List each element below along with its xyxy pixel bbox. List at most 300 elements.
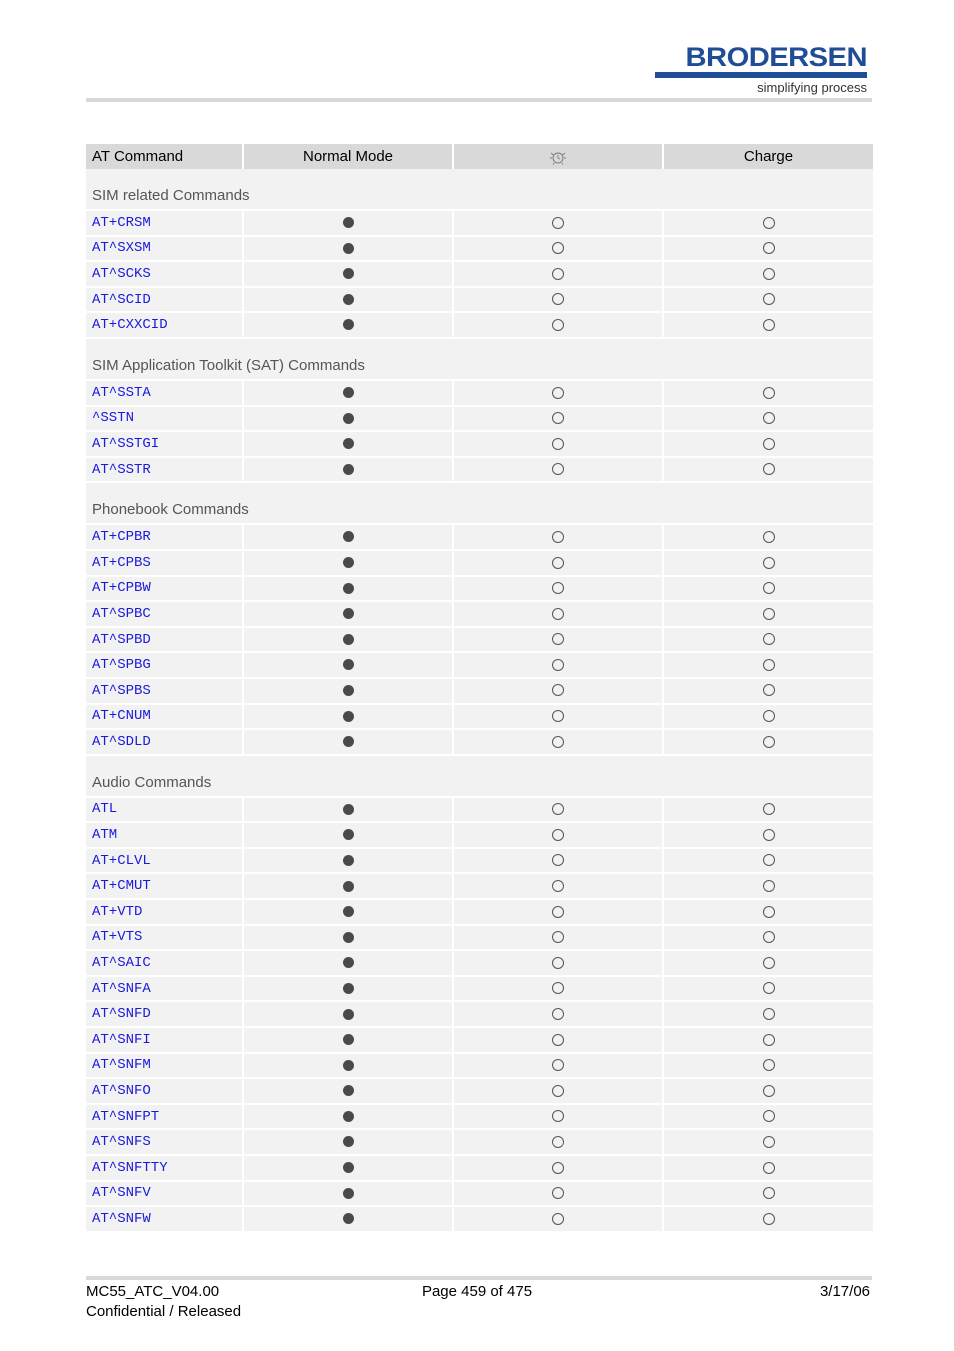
command-link[interactable]: AT^SNFV: [86, 1181, 243, 1207]
table-row: [86, 457, 873, 483]
table-row: [86, 550, 873, 576]
cell-alarm: [453, 601, 663, 627]
cell-charge: [663, 1053, 873, 1079]
empty-circle-icon: [552, 633, 564, 645]
empty-circle-icon: [763, 1085, 775, 1097]
section-row: [86, 338, 873, 380]
cell-alarm: [453, 380, 663, 406]
empty-circle-icon: [552, 1059, 564, 1071]
cell-alarm: [453, 627, 663, 653]
empty-circle-icon: [763, 608, 775, 620]
table-row: [86, 1104, 873, 1130]
command-link[interactable]: AT^SSTGI: [86, 431, 243, 457]
cell-charge: [663, 976, 873, 1002]
cell-normal: [243, 848, 453, 874]
table-row: [86, 678, 873, 704]
table-row: [86, 261, 873, 287]
cell-alarm: [453, 457, 663, 483]
table-row: [86, 873, 873, 899]
empty-circle-icon: [763, 633, 775, 645]
table-row: [86, 704, 873, 730]
table-row: [86, 431, 873, 457]
table-row: [86, 950, 873, 976]
cell-alarm: [453, 925, 663, 951]
command-link[interactable]: AT+CNUM: [86, 704, 243, 730]
cell-normal: [243, 601, 453, 627]
empty-circle-icon: [763, 659, 775, 671]
command-link[interactable]: AT^SPBS: [86, 678, 243, 704]
cell-normal: [243, 704, 453, 730]
cell-charge: [663, 576, 873, 602]
command-link[interactable]: AT^SNFS: [86, 1129, 243, 1155]
empty-circle-icon: [763, 531, 775, 543]
command-link[interactable]: AT+CLVL: [86, 848, 243, 874]
cell-charge: [663, 1206, 873, 1232]
alarm-clock-icon: [548, 149, 568, 165]
cell-alarm: [453, 729, 663, 755]
cell-normal: [243, 261, 453, 287]
command-link[interactable]: AT^SAIC: [86, 950, 243, 976]
cell-normal: [243, 652, 453, 678]
cell-alarm: [453, 678, 663, 704]
empty-circle-icon: [763, 463, 775, 475]
empty-circle-icon: [552, 803, 564, 815]
table-row: [86, 406, 873, 432]
filled-circle-icon: [343, 906, 354, 917]
empty-circle-icon: [763, 387, 775, 399]
cell-charge: [663, 312, 873, 338]
command-link[interactable]: AT+VTD: [86, 899, 243, 925]
empty-circle-icon: [763, 1059, 775, 1071]
filled-circle-icon: [343, 932, 354, 943]
cell-normal: [243, 1206, 453, 1232]
command-link[interactable]: AT+CXXCID: [86, 312, 243, 338]
cell-charge: [663, 1104, 873, 1130]
table-row: [86, 1027, 873, 1053]
filled-circle-icon: [343, 855, 354, 866]
empty-circle-icon: [763, 736, 775, 748]
table-row: [86, 1155, 873, 1181]
table-row: [86, 729, 873, 755]
cell-normal: [243, 1027, 453, 1053]
filled-circle-icon: [343, 1213, 354, 1224]
table-row: [86, 1053, 873, 1079]
cell-normal: [243, 899, 453, 925]
cell-alarm: [453, 1206, 663, 1232]
empty-circle-icon: [552, 608, 564, 620]
command-link[interactable]: AT^SDLD: [86, 729, 243, 755]
section-row: [86, 755, 873, 797]
filled-circle-icon: [343, 557, 354, 568]
cell-charge: [663, 1027, 873, 1053]
empty-circle-icon: [763, 1162, 775, 1174]
cell-charge: [663, 550, 873, 576]
filled-circle-icon: [343, 438, 354, 449]
cell-alarm: [453, 210, 663, 236]
cell-charge: [663, 406, 873, 432]
empty-circle-icon: [552, 1162, 564, 1174]
command-link[interactable]: AT^SNFA: [86, 976, 243, 1002]
empty-circle-icon: [552, 531, 564, 543]
table-row: [86, 210, 873, 236]
command-link[interactable]: AT^SNFTTY: [86, 1155, 243, 1181]
cell-alarm: [453, 1104, 663, 1130]
command-link[interactable]: ATM: [86, 822, 243, 848]
table-row: [86, 1206, 873, 1232]
cell-charge: [663, 1181, 873, 1207]
empty-circle-icon: [552, 1110, 564, 1122]
command-link[interactable]: AT+CPBR: [86, 524, 243, 550]
col-header-normal-mode: Normal Mode: [243, 144, 453, 169]
command-link[interactable]: AT^SNFPT: [86, 1104, 243, 1130]
filled-circle-icon: [343, 634, 354, 645]
command-link[interactable]: AT^SXSM: [86, 236, 243, 262]
empty-circle-icon: [552, 829, 564, 841]
command-link[interactable]: AT^SNFD: [86, 1001, 243, 1027]
section-title: SIM related Commands: [86, 169, 873, 210]
cell-alarm: [453, 312, 663, 338]
empty-circle-icon: [763, 803, 775, 815]
cell-charge: [663, 287, 873, 313]
filled-circle-icon: [343, 531, 354, 542]
cell-charge: [663, 380, 873, 406]
cell-charge: [663, 899, 873, 925]
empty-circle-icon: [552, 1213, 564, 1225]
cell-charge: [663, 925, 873, 951]
cell-normal: [243, 627, 453, 653]
section-title: Audio Commands: [86, 755, 873, 797]
cell-charge: [663, 704, 873, 730]
filled-circle-icon: [343, 294, 354, 305]
empty-circle-icon: [763, 906, 775, 918]
filled-circle-icon: [343, 1009, 354, 1020]
table-header-row: [86, 144, 873, 169]
empty-circle-icon: [763, 1187, 775, 1199]
cell-normal: [243, 524, 453, 550]
empty-circle-icon: [552, 659, 564, 671]
command-link[interactable]: AT^SNFO: [86, 1078, 243, 1104]
empty-circle-icon: [763, 1213, 775, 1225]
cell-charge: [663, 210, 873, 236]
command-link[interactable]: AT^SSTA: [86, 380, 243, 406]
cell-normal: [243, 406, 453, 432]
empty-circle-icon: [552, 931, 564, 943]
filled-circle-icon: [343, 957, 354, 968]
filled-circle-icon: [343, 804, 354, 815]
empty-circle-icon: [552, 710, 564, 722]
filled-circle-icon: [343, 685, 354, 696]
table-row: [86, 822, 873, 848]
brand-tagline: simplifying process: [757, 80, 867, 95]
cell-alarm: [453, 1078, 663, 1104]
cell-alarm: [453, 873, 663, 899]
table-row: [86, 925, 873, 951]
cell-alarm: [453, 704, 663, 730]
table-row: [86, 1181, 873, 1207]
section-title: SIM Application Toolkit (SAT) Commands: [86, 338, 873, 380]
cell-normal: [243, 925, 453, 951]
table-row: [86, 380, 873, 406]
cell-normal: [243, 822, 453, 848]
cell-charge: [663, 678, 873, 704]
cell-charge: [663, 652, 873, 678]
command-link[interactable]: AT+CRSM: [86, 210, 243, 236]
table-row: [86, 1078, 873, 1104]
table-row: [86, 1129, 873, 1155]
cell-normal: [243, 380, 453, 406]
cell-alarm: [453, 976, 663, 1002]
filled-circle-icon: [343, 243, 354, 254]
command-link[interactable]: AT^SPBC: [86, 601, 243, 627]
cell-normal: [243, 312, 453, 338]
cell-charge: [663, 627, 873, 653]
filled-circle-icon: [343, 217, 354, 228]
footer-doc-id: MC55_ATC_V04.00: [86, 1283, 220, 1300]
filled-circle-icon: [343, 1136, 354, 1147]
cell-charge: [663, 601, 873, 627]
footer-page-number: Page 459 of 475: [421, 1283, 533, 1300]
filled-circle-icon: [343, 608, 354, 619]
command-link[interactable]: AT^SNFM: [86, 1053, 243, 1079]
command-link[interactable]: AT+CPBW: [86, 576, 243, 602]
command-link[interactable]: AT+VTS: [86, 925, 243, 951]
filled-circle-icon: [343, 319, 354, 330]
cell-normal: [243, 976, 453, 1002]
cell-charge: [663, 1129, 873, 1155]
command-link[interactable]: AT+CMUT: [86, 873, 243, 899]
empty-circle-icon: [552, 242, 564, 254]
section-row: [86, 169, 873, 210]
command-link[interactable]: AT^SPBG: [86, 652, 243, 678]
filled-circle-icon: [343, 1060, 354, 1071]
table-row: [86, 287, 873, 313]
col-header-charge: Charge: [663, 144, 873, 169]
command-link[interactable]: AT^SNFW: [86, 1206, 243, 1232]
table-row: [86, 627, 873, 653]
empty-circle-icon: [763, 829, 775, 841]
cell-charge: [663, 524, 873, 550]
filled-circle-icon: [343, 659, 354, 670]
cell-normal: [243, 550, 453, 576]
empty-circle-icon: [763, 242, 775, 254]
cell-charge: [663, 1155, 873, 1181]
cell-normal: [243, 1078, 453, 1104]
empty-circle-icon: [763, 710, 775, 722]
cell-charge: [663, 236, 873, 262]
empty-circle-icon: [552, 736, 564, 748]
empty-circle-icon: [763, 293, 775, 305]
empty-circle-icon: [763, 880, 775, 892]
brand-logo: [655, 43, 867, 95]
filled-circle-icon: [343, 881, 354, 892]
empty-circle-icon: [552, 684, 564, 696]
cell-charge: [663, 797, 873, 823]
empty-circle-icon: [763, 1034, 775, 1046]
cell-normal: [243, 576, 453, 602]
empty-circle-icon: [763, 268, 775, 280]
empty-circle-icon: [552, 387, 564, 399]
cell-alarm: [453, 550, 663, 576]
cell-normal: [243, 1104, 453, 1130]
cell-normal: [243, 457, 453, 483]
command-link[interactable]: AT^SPBD: [86, 627, 243, 653]
command-link[interactable]: AT^SCID: [86, 287, 243, 313]
cell-alarm: [453, 524, 663, 550]
empty-circle-icon: [763, 582, 775, 594]
cell-alarm: [453, 1001, 663, 1027]
empty-circle-icon: [552, 1136, 564, 1148]
cell-normal: [243, 1129, 453, 1155]
cell-normal: [243, 729, 453, 755]
filled-circle-icon: [343, 413, 354, 424]
cell-normal: [243, 678, 453, 704]
brand-name: BRODERSEN: [685, 42, 867, 72]
cell-alarm: [453, 431, 663, 457]
empty-circle-icon: [763, 557, 775, 569]
command-link[interactable]: ATL: [86, 797, 243, 823]
cell-alarm: [453, 899, 663, 925]
cell-alarm: [453, 1155, 663, 1181]
table-row: [86, 797, 873, 823]
command-link[interactable]: AT^SSTR: [86, 457, 243, 483]
empty-circle-icon: [552, 217, 564, 229]
filled-circle-icon: [343, 1188, 354, 1199]
cell-alarm: [453, 848, 663, 874]
cell-charge: [663, 729, 873, 755]
cell-alarm: [453, 261, 663, 287]
cell-normal: [243, 1181, 453, 1207]
cell-alarm: [453, 406, 663, 432]
table-row: [86, 601, 873, 627]
empty-circle-icon: [763, 931, 775, 943]
cell-charge: [663, 1078, 873, 1104]
table-row: [86, 652, 873, 678]
empty-circle-icon: [763, 217, 775, 229]
filled-circle-icon: [343, 387, 354, 398]
empty-circle-icon: [763, 1008, 775, 1020]
cell-charge: [663, 822, 873, 848]
table-body: [86, 169, 873, 1232]
filled-circle-icon: [343, 1085, 354, 1096]
cell-charge: [663, 431, 873, 457]
empty-circle-icon: [552, 1187, 564, 1199]
command-link[interactable]: AT^SNFI: [86, 1027, 243, 1053]
empty-circle-icon: [552, 463, 564, 475]
cell-alarm: [453, 236, 663, 262]
filled-circle-icon: [343, 711, 354, 722]
cell-charge: [663, 950, 873, 976]
cell-normal: [243, 210, 453, 236]
cell-charge: [663, 261, 873, 287]
cell-alarm: [453, 652, 663, 678]
cell-normal: [243, 1053, 453, 1079]
cell-alarm: [453, 822, 663, 848]
empty-circle-icon: [552, 268, 564, 280]
empty-circle-icon: [763, 319, 775, 331]
cell-charge: [663, 1001, 873, 1027]
empty-circle-icon: [552, 1085, 564, 1097]
empty-circle-icon: [763, 982, 775, 994]
cell-charge: [663, 873, 873, 899]
filled-circle-icon: [343, 736, 354, 747]
empty-circle-icon: [763, 438, 775, 450]
empty-circle-icon: [552, 880, 564, 892]
cell-normal: [243, 1155, 453, 1181]
table-row: [86, 1001, 873, 1027]
cell-charge: [663, 848, 873, 874]
table-row: [86, 576, 873, 602]
filled-circle-icon: [343, 983, 354, 994]
filled-circle-icon: [343, 829, 354, 840]
cell-normal: [243, 287, 453, 313]
cell-normal: [243, 236, 453, 262]
table-row: [86, 976, 873, 1002]
cell-alarm: [453, 797, 663, 823]
empty-circle-icon: [552, 557, 564, 569]
filled-circle-icon: [343, 464, 354, 475]
cell-normal: [243, 1001, 453, 1027]
filled-circle-icon: [343, 1034, 354, 1045]
empty-circle-icon: [552, 854, 564, 866]
command-link[interactable]: ^SSTN: [86, 406, 243, 432]
cell-alarm: [453, 1027, 663, 1053]
cell-alarm: [453, 1053, 663, 1079]
empty-circle-icon: [763, 412, 775, 424]
cell-normal: [243, 797, 453, 823]
table-row: [86, 524, 873, 550]
empty-circle-icon: [552, 582, 564, 594]
brand-bar: [655, 72, 867, 78]
filled-circle-icon: [343, 583, 354, 594]
table-row: [86, 848, 873, 874]
empty-circle-icon: [763, 1136, 775, 1148]
cell-normal: [243, 873, 453, 899]
empty-circle-icon: [763, 854, 775, 866]
empty-circle-icon: [552, 982, 564, 994]
col-header-command: AT Command: [86, 144, 243, 169]
command-link[interactable]: AT^SCKS: [86, 261, 243, 287]
empty-circle-icon: [763, 684, 775, 696]
cell-normal: [243, 431, 453, 457]
empty-circle-icon: [552, 957, 564, 969]
col-header-alarm: [453, 144, 663, 169]
filled-circle-icon: [343, 1162, 354, 1173]
empty-circle-icon: [552, 906, 564, 918]
table-row: [86, 312, 873, 338]
empty-circle-icon: [552, 438, 564, 450]
empty-circle-icon: [552, 319, 564, 331]
command-table: [86, 144, 873, 1233]
cell-alarm: [453, 950, 663, 976]
cell-alarm: [453, 576, 663, 602]
filled-circle-icon: [343, 1111, 354, 1122]
empty-circle-icon: [763, 957, 775, 969]
empty-circle-icon: [552, 412, 564, 424]
cell-alarm: [453, 1129, 663, 1155]
footer-date: 3/17/06: [819, 1283, 870, 1300]
empty-circle-icon: [763, 1110, 775, 1122]
empty-circle-icon: [552, 1034, 564, 1046]
command-link[interactable]: AT+CPBS: [86, 550, 243, 576]
cell-alarm: [453, 287, 663, 313]
section-title: Phonebook Commands: [86, 482, 873, 524]
cell-normal: [243, 950, 453, 976]
table-row: [86, 236, 873, 262]
header-rule: [86, 98, 872, 102]
empty-circle-icon: [552, 1008, 564, 1020]
footer-rule: [86, 1276, 872, 1280]
section-row: [86, 482, 873, 524]
